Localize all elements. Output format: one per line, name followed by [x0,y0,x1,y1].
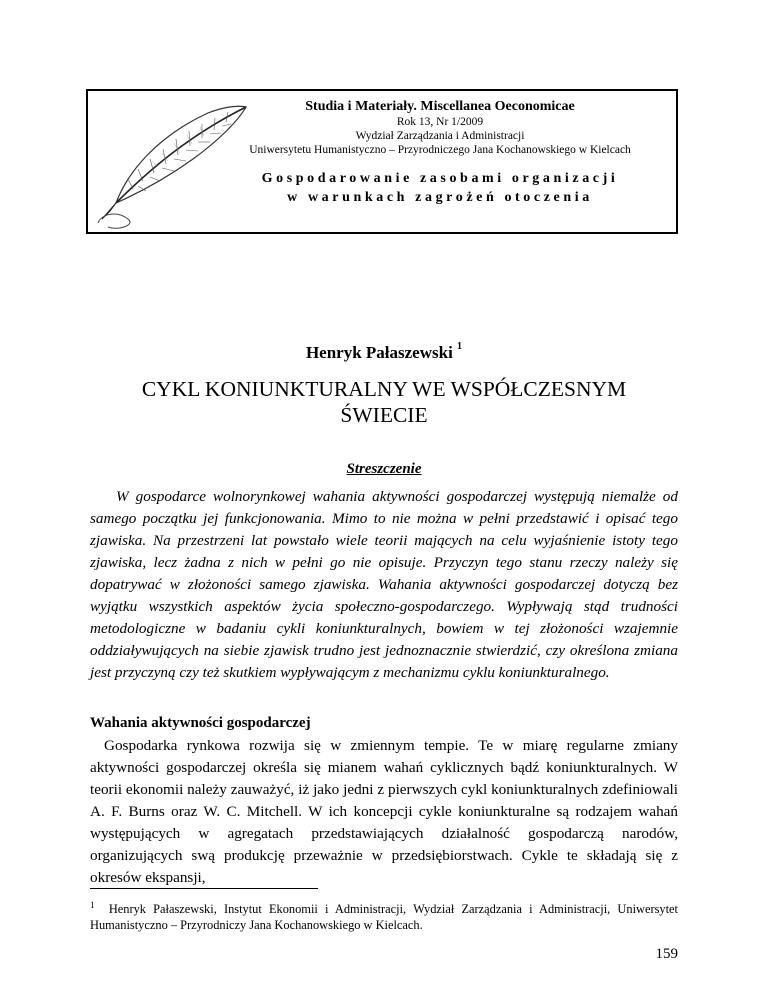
article-title-line-1: CYKL KONIUNKTURALNY WE WSPÓŁCZESNYM [141,377,627,401]
journal-info [208,99,672,207]
section-heading: Wahania aktywności gospodarczej [90,715,311,731]
journal-theme-line-2: w warunkach zagrożeń otoczenia [287,190,593,205]
section-body-text: Gospodarka rynkowa rozwija się w zmiennym tempie. Te w miarę regularne zmiany aktywności gospodarczej określa się mianem wahań cyklicznych bądź koniunkturalnych. W teorii ekonomii należy zauważyć, iż jako jedni z pierwszych cykl koniunkturalnych zdefiniowali A. F. Burns oraz W. C. Mitchell. W ich koncepcji cykle koniunkturalne są rodzajem wahań występujących w agregatach przedstawiających działalność gospodarczą narodów, organizujących swą produkcję przeważnie w przedsiębiorstwach. Cykle te składają się z okresów ekspansji, [90,737,678,886]
article-title-line-2: ŚWIECIE [340,403,428,427]
page-number: 159 [655,946,678,962]
journal-theme [208,169,672,207]
article-title [80,376,688,428]
journal-title: Studia i Materiały. Miscellanea Oeconomicae [305,99,575,114]
abstract-text: W gospodarce wolnorynkowej wahania aktywności gospodarczej występują niemalże od samego początku jej funkcjonowania. Mimo to nie można w pełni przedstawić i opisać tego zjawiska. Na przestrzeni lat powstało wiele teorii mających na celu wyjaśnienie istoty tego zjawiska, lecz żadna z nich w pełni go nie opisuje. Przyczyn tego stanu rzeczy należy się dopatrywać w złożoności samego zjawiska. Wahania aktywności gospodarczej dotyczą bez wyjątku wszystkich aspektów życia społeczno-gospodarczego. Wypływają stąd trudności metodologiczne w badaniu cykli koniunkturalnych, bowiem w tej złożoności wzajemnie oddziaływujących na siebie zjawisk trudno jest jednoznacznie stwierdzić, czy określona zmiana jest przyczyną czy też skutkiem wypływającym z mechanizmu cyklu koniunkturalnego. [90,488,678,681]
footnote-divider [90,888,318,889]
footnote-text: Henryk Pałaszewski, Instytut Ekonomii i Administracji, Wydział Zarządzania i Administracji, Uniwersytet Humanistyczno – Przyrodniczy Jana Kochanowskiego w Kielcach. [90,902,678,933]
journal-issue: Rok 13, Nr 1/2009 [396,116,484,128]
journal-faculty: Wydział Zarządzania i Administracji [355,130,525,142]
journal-header-box [86,89,678,234]
author-name-text: Henryk Pałaszewski [305,343,453,362]
author-name [0,343,768,363]
author-footnote-mark: 1 [457,341,463,353]
journal-university: Uniwersytetu Humanistyczno – Przyrodniczego Jana Kochanowskiego w Kielcach [249,144,631,156]
abstract-heading: Streszczenie [346,461,422,477]
journal-theme-line-1: Gospodarowanie zasobami organizacji [261,171,619,186]
footnote [90,897,678,933]
footnote-mark: 1 [90,900,95,910]
